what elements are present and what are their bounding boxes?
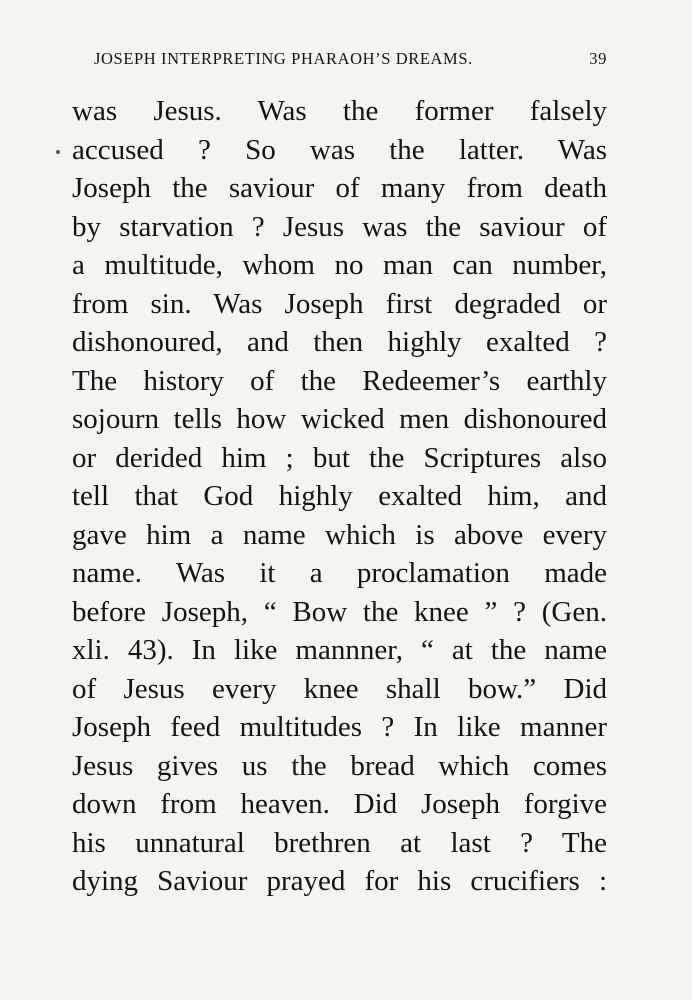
text-line: The history of the Redeemer’s earthly xyxy=(72,364,607,397)
text-line: tell that God highly exalted him, and xyxy=(72,480,607,512)
text-line: of Jesus every knee shall bow.” Did xyxy=(72,672,607,705)
text-line: down from heaven. Did Joseph forgive xyxy=(72,788,607,820)
text-line: before Joseph, “ Bow the knee ” ? (Gen. xyxy=(72,595,607,628)
text-line: xli. 43). In like mannner, “ at the name xyxy=(72,634,607,666)
text-line: his unnatural brethren at last ? The xyxy=(72,826,607,859)
text-line: was Jesus. Was the former falsely xyxy=(72,95,607,127)
text-line: Joseph feed multitudes ? In like manner xyxy=(72,711,607,743)
text-line: sojourn tells how wicked men dishonoured xyxy=(72,403,607,435)
text-line: gave him a name which is above every xyxy=(72,518,607,551)
body-text xyxy=(72,92,607,901)
text-line: dishonoured, and then highly exalted ? xyxy=(72,326,607,358)
page-number: 39 xyxy=(589,49,607,68)
text-line: from sin. Was Joseph first degraded or xyxy=(72,287,607,320)
text-line: Jesus gives us the bread which comes xyxy=(72,749,607,782)
text-line: a multitude, whom no man can number, xyxy=(72,249,607,281)
text-line: name. Was it a proclamation made xyxy=(72,557,607,589)
running-header xyxy=(94,44,607,74)
text-line: dying Saviour prayed for his crucifiers : xyxy=(72,865,607,897)
text-line: by starvation ? Jesus was the saviour of xyxy=(72,210,607,243)
text-line: or derided him ; but the Scriptures also xyxy=(72,441,607,474)
stray-ink-mark xyxy=(56,150,60,154)
running-header-title: JOSEPH INTERPRETING PHARAOH’S DREAMS. xyxy=(94,49,473,68)
text-line: accused ? So was the latter. Was xyxy=(72,133,607,166)
text-line: Joseph the saviour of many from death xyxy=(72,172,607,204)
